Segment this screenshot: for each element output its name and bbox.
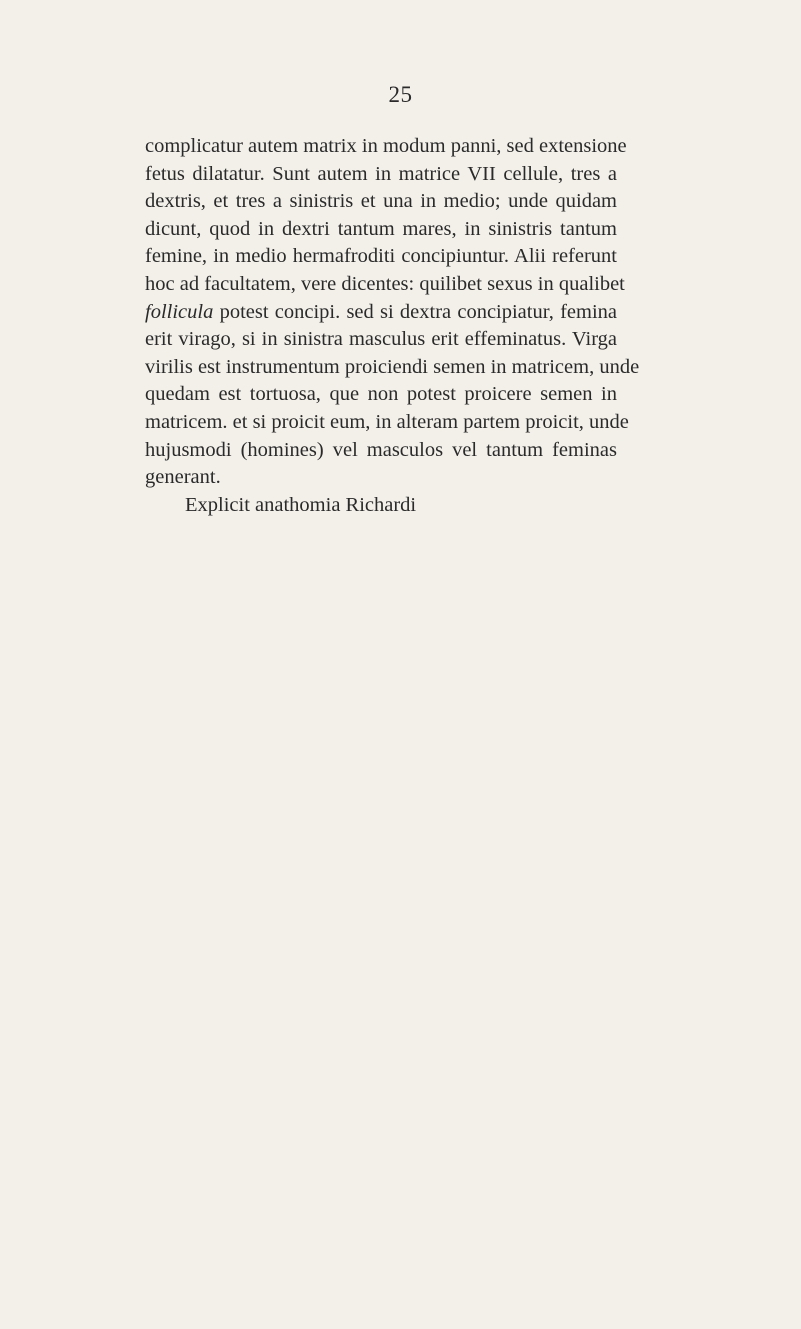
text-line: hujusmodi (homines) vel masculos vel tantum feminas (145, 438, 617, 461)
text-line: matricem. et si proicit eum, in alteram partem proicit, unde (145, 410, 629, 433)
page-number: 25 (388, 82, 413, 107)
text-line: complicatur autem matrix in modum panni, sed extensione (145, 135, 627, 157)
body-text (145, 133, 640, 519)
text-line: fetus dilatatur. Sunt autem in matrice VII cellule, tres a (145, 162, 617, 185)
text-line: erit virago, si in sinistra masculus erit effeminatus. Virga (145, 328, 617, 351)
text-line-rest: potest concipi. sed si dextra concipiatur, femina (219, 300, 617, 323)
text-line: dextris, et tres a sinistris et una in medio; unde quidam (145, 190, 617, 213)
text-line: dicunt, quod in dextri tantum mares, in sinistris tantum (145, 217, 617, 240)
explicit-line: Explicit anathomia Richardi (185, 493, 417, 516)
text-line: quedam est tortuosa, que non potest proicere semen in (145, 383, 617, 406)
text-line: hoc ad facultatem, vere dicentes: quilibet sexus in qualibet (145, 272, 625, 295)
text-line: generant. (145, 466, 221, 489)
text-line: femine, in medio hermafroditi concipiuntur. Alii referunt (145, 245, 617, 268)
text-line-with-italic (145, 299, 617, 327)
italic-term: follicula (145, 300, 214, 323)
text-line: virilis est instrumentum proiciendi semen in matricem, unde (145, 355, 640, 378)
